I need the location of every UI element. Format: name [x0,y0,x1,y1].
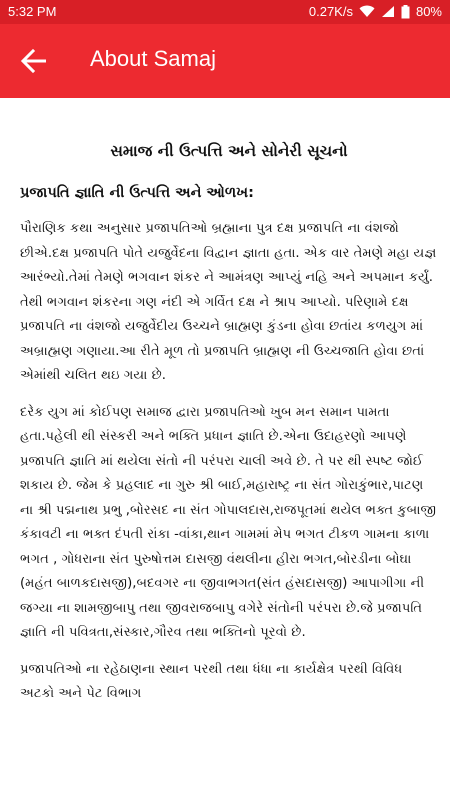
paragraph-surnames: પ્રજાપતિઓ ના રહેઠાણના સ્થાન પરથી તથા ધંધા ના કાર્યક્ષેત્ર પરથી વિવિધ અટકો અને પેટ વિભાગ [20,661,403,701]
status-bar [0,0,450,24]
app-bar [0,24,450,98]
section-subheading: પ્રજાપતિ જ્ઞાતિ ની ઉત્પત્તિ અને ઓળખ: [20,185,254,201]
status-icons [309,4,442,19]
paragraph-origin: પૌરાણિક કથા અનુસાર પ્રજાપતિઓ બ્રહ્માના પુત્ર દક્ષ પ્રજાપતિ ના વંશજો છીએ.દક્ષ પ્રજાપતિ પોતે યજુર્વેદના વિદ્વાન જ્ઞાતા હતા. એક વાર તેમણે મહા યજ્ઞ આરંભ્યો.તેમાં તેમણે ભગવાન શંકર ને આમંત્રણ આપ્યું નહિ અને અપમાન કર્યું. તેથી ભગવાન શંકરના ગણ નંદી એ ગર્વિત દક્ષ ને શ્રાપ આપ્યો. પરિણામે દક્ષ પ્રજાપતિ ના વંશજો યજુર્વેદીય ઉચ્ચને બ્રાહ્મણ કુંડના હોવા છતાંય કળયુગ માં અબ્રાહ્મણ ગણાયા.આ રીતે મૂળ તો પ્રજાપતિ બ્રાહ્મણ ની ઉચ્ચજાતિ હોવા છતાં એમાંથી ચલિત થઇ ગયા છે. [20,221,437,383]
page-title: About Samaj [90,46,216,71]
section-heading: સમાજ ની ઉત્પત્તિ અને સોનેરી સૂચનો [110,142,348,160]
about-content[interactable] [20,98,438,800]
wifi-icon [359,5,375,18]
status-time: 5:32 PM [8,4,57,19]
signal-icon [381,5,395,18]
paragraph-saints: દરેક યુગ માં કોઈપણ સમાજ દ્વારા પ્રજાપતિઓ ખુબ મન સમાન પામતા હતા.પહેલી થી સંસ્કરી અને ભક્તિ પ્રધાન જ્ઞાતિ છે.એના ઉદાહરણો આપણે પ્રજાપતિ જ્ઞાતિ માં થયેલા સંતો ની પરંપરા ચાલી અવે છે. તે પર થી સ્પષ્ટ જોઈ શકાય છે. જેમ કે પ્રહલાદ ના ગુરુ શ્રી બાઈ,મહારાષ્ટ્ર ના સંત ગોરાકુંભાર,પાટણ ના શ્રી પદ્મનાથ પ્રભુ ,બોરસદ ના સંત ગોપાલદાસ,રાજપૂતમાં થયેલ ભક્ત કુબાજી કંકાવટી ના ભક્ત દંપતી રાંકા -વાંકા,થાન ગામમાં મેપ ભગત ટીકળ ગામના કાળા ભગત , ગોધરાના સંત પુરુષોત્તમ દાસજી વંથલીના હીરા ભગત,બોરડીના બોઘા (મહંત બાળકદાસજી),બદવગર ના જીવાભગત(સંત હંસદાસજી) આપાગીગા ની જગ્યા ના શામજીબાપુ તથા જીવરાજબાપુ વગેરે સંતોની પરંપરા છે.જે પ્રજાપતિ જ્ઞાતિ ની પવિત્રતા,સંસ્કાર,ગૌરવ તથા ભક્તિનો પૂરવો છે. [20,404,437,640]
battery-percent: 80% [415,4,442,19]
network-speed: 0.27K/s [308,4,353,19]
battery-icon [401,5,410,19]
back-arrow-icon[interactable] [20,48,50,74]
